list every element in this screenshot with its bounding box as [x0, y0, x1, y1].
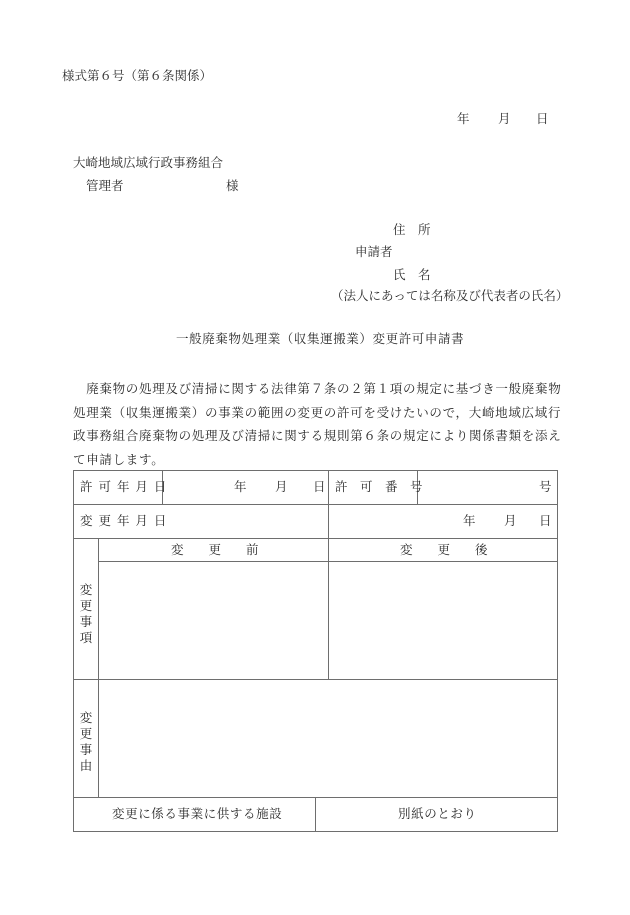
label-char: 事: [79, 614, 93, 629]
change-reason-field[interactable]: [99, 680, 557, 797]
permit-date-day: 日: [313, 479, 326, 494]
table-border-top: [73, 470, 557, 471]
body-line: 政事務組合廃棄物の処理及び清掃に関する規則第６条の規定により関係書類を添え: [73, 428, 562, 443]
label-char: 更: [79, 726, 93, 741]
label-char: 項: [79, 630, 93, 645]
label-char: 変: [79, 582, 93, 597]
table-border-bottom: [73, 831, 558, 832]
label-char: 由: [79, 758, 93, 773]
change-date-month: 月: [504, 513, 517, 528]
before-change-header: 変 更 前: [171, 542, 259, 557]
after-change-header: 変 更 後: [400, 542, 488, 557]
table-border-right: [557, 470, 558, 832]
label-char: 変: [79, 710, 93, 725]
change-reason-label: [79, 710, 93, 774]
change-date-label: 変 更 年 月 日: [80, 513, 168, 528]
after-change-field[interactable]: [329, 562, 557, 679]
table-border-left: [73, 470, 74, 831]
addressee-organization: 大崎地域広域行政事務組合: [73, 155, 224, 170]
date-month-label: 月: [498, 111, 511, 126]
applicant-name-note: （法人にあっては名称及び代表者の氏名）: [331, 288, 569, 303]
change-date-day: 日: [539, 513, 552, 528]
permit-date-month: 月: [275, 479, 288, 494]
facility-value: 別紙のとおり: [398, 806, 477, 821]
permit-number-label: 許 可 番 号: [335, 479, 423, 494]
table-rule: [73, 504, 557, 505]
change-date-year: 年: [463, 513, 476, 528]
facility-label: 変更に係る事業に供する施設: [112, 806, 283, 821]
table-rule: [328, 470, 329, 561]
body-paragraph: [73, 377, 563, 471]
date-day-label: 日: [536, 111, 549, 126]
document-title: 一般廃棄物処理業（収集運搬業）変更許可申請書: [176, 331, 465, 346]
permit-date-year: 年: [234, 479, 247, 494]
table-rule: [315, 797, 316, 831]
table-rule: [73, 538, 557, 539]
change-items-label: [79, 582, 93, 646]
date-year-label: 年: [457, 111, 470, 126]
applicant-label: 申請者: [355, 244, 393, 259]
before-change-field[interactable]: [99, 562, 328, 679]
label-char: 事: [79, 742, 93, 757]
applicant-name-label: 氏 名: [393, 267, 431, 282]
permit-date-label: 許 可 年 月 日: [80, 479, 168, 494]
form-number: 様式第６号（第６条関係）: [62, 68, 213, 83]
body-line: 処理業（収集運搬業）の事業の範囲の変更の許可を受けたいので，大崎地域広域行: [73, 404, 562, 420]
application-table: [73, 470, 557, 831]
body-line: て申請します。: [73, 451, 165, 467]
body-line: 廃棄物の処理及び清掃に関する法律第７条の２第１項の規定に基づき一般廃棄物: [73, 381, 562, 396]
permit-number-suffix: 号: [539, 479, 552, 494]
applicant-address-label: 住 所: [393, 222, 431, 237]
addressee-honorific: 様: [226, 178, 239, 193]
label-char: 更: [79, 598, 93, 613]
addressee-title: 管理者: [86, 178, 124, 193]
